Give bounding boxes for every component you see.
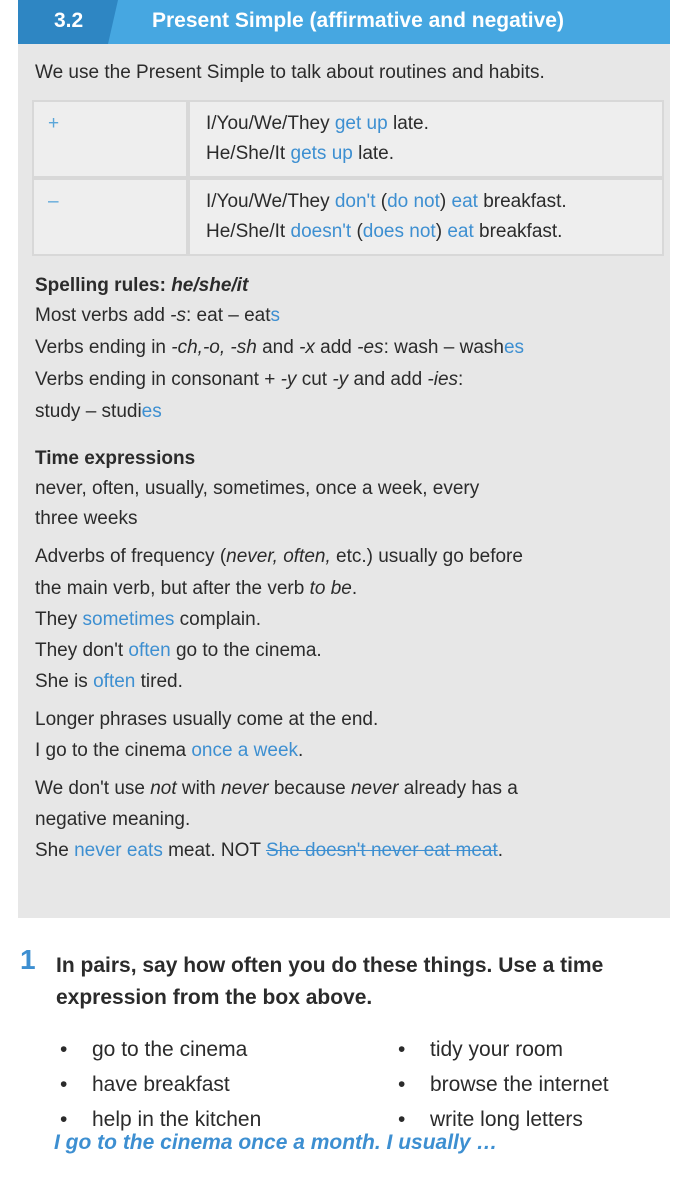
affirmative-examples	[188, 100, 664, 178]
time-expressions-list-1: never, often, usually, sometimes, once a week, every	[35, 478, 480, 499]
adverbs-rule-2: the main verb, but after the verb to be.	[35, 578, 358, 599]
intro-text: We use the Present Simple to talk about routines and habits.	[35, 62, 545, 83]
plus-sign: +	[32, 100, 188, 178]
section-title: Present Simple (affirmative and negative)	[152, 9, 564, 32]
section-header	[18, 0, 670, 44]
spelling-rule-2: Verbs ending in -ch,-o, -sh and -x add -es: wash – washes	[35, 337, 525, 358]
exercise-instruction: In pairs, say how often you do these things. Use a time expression from the box above.	[56, 954, 604, 1009]
not-never-rule-1: We don't use not with never because never already has a	[35, 778, 518, 799]
list-item: • go to the cinema	[60, 1038, 248, 1061]
list-item: • tidy your room	[398, 1038, 564, 1061]
negative-examples	[188, 178, 664, 256]
negative-line-2: He/She/It doesn't (does not) eat breakfast.	[206, 221, 563, 242]
list-item: • help in the kitchen	[60, 1108, 262, 1131]
adverbs-example-3: She is often tired.	[35, 671, 183, 692]
exercise-number: 1	[20, 944, 36, 975]
grammar-box	[18, 44, 670, 918]
time-expressions-list-2: three weeks	[35, 508, 138, 529]
spelling-rule-3-example: study – studies	[35, 401, 162, 422]
bullet-icon: •	[60, 1108, 68, 1131]
example-sentence: I go to the cinema once a month. I usually …	[54, 1131, 498, 1154]
spelling-rule-3: Verbs ending in consonant + -y cut -y and add -ies:	[35, 369, 464, 390]
section-number: 3.2	[54, 9, 84, 32]
minus-sign: –	[32, 178, 188, 256]
affirmative-row	[32, 100, 664, 178]
affirmative-line-1: I/You/We/They get up late.	[206, 113, 429, 134]
list-item: • browse the internet	[398, 1073, 609, 1096]
not-never-example: She never eats meat. NOT She doesn't never eat meat.	[35, 840, 504, 861]
longer-phrases-example: I go to the cinema once a week.	[35, 740, 304, 761]
bullet-icon: •	[398, 1108, 406, 1131]
negative-line-1: I/You/We/They don't (do not) eat breakfast.	[206, 191, 567, 212]
negative-row	[32, 178, 664, 256]
spelling-heading: Spelling rules: he/she/it	[35, 275, 249, 296]
list-item: • have breakfast	[60, 1073, 230, 1096]
list-item: • write long letters	[398, 1108, 583, 1131]
affirmative-line-2: He/She/It gets up late.	[206, 143, 395, 164]
time-expressions-heading: Time expressions	[35, 448, 196, 469]
bullet-icon: •	[60, 1073, 68, 1096]
forms-table	[32, 100, 664, 256]
bullet-icon: •	[398, 1038, 406, 1061]
longer-phrases-rule: Longer phrases usually come at the end.	[35, 709, 379, 730]
adverbs-example-2: They don't often go to the cinema.	[35, 640, 322, 661]
spelling-rule-1: Most verbs add -s: eat – eats	[35, 305, 281, 326]
bullet-icon: •	[398, 1073, 406, 1096]
not-never-rule-2: negative meaning.	[35, 809, 191, 830]
adverbs-rule-1: Adverbs of frequency (never, often, etc.) usually go before	[35, 546, 523, 567]
bullet-icon: •	[60, 1038, 68, 1061]
adverbs-example-1: They sometimes complain.	[35, 609, 261, 630]
